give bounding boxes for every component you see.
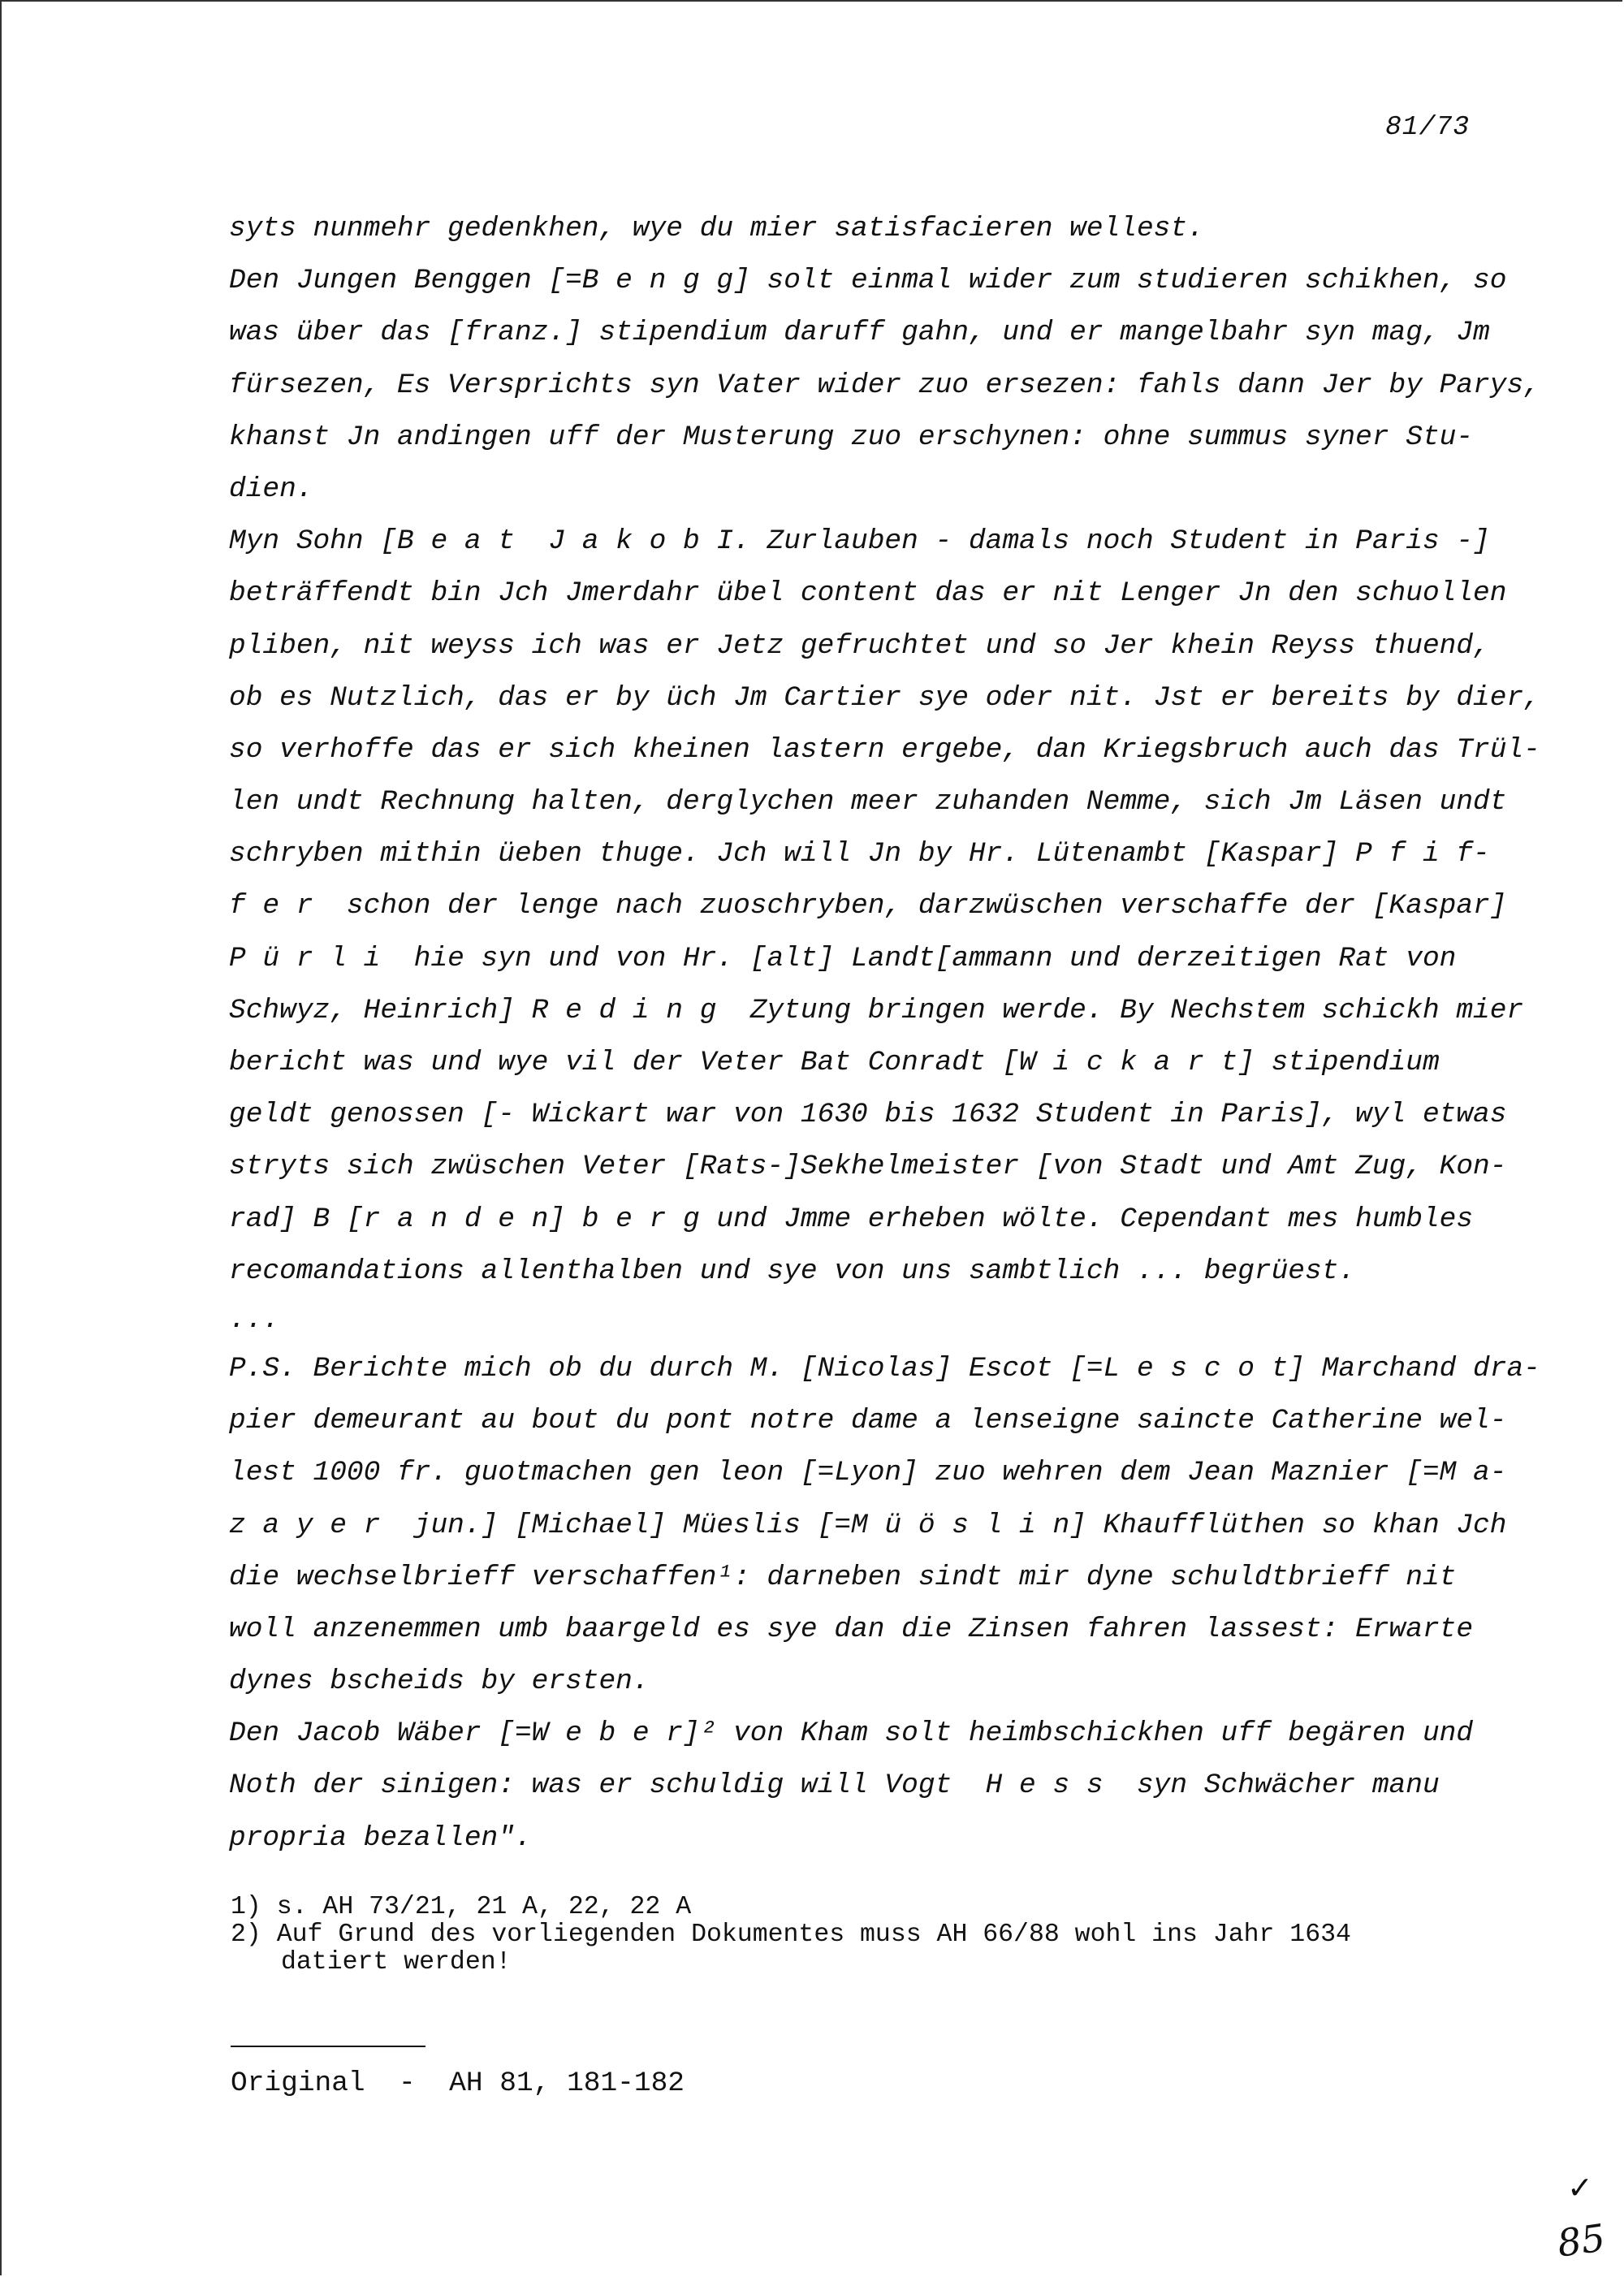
text-line: so verhoffe das er sich kheinen lastern ergebe, dan Kriegsbruch auch das Trül- [229, 733, 1540, 766]
handwritten-page-number: 85 [1554, 2215, 1609, 2266]
text-line: lest 1000 fr. guotmachen gen leon [=Lyon] zuo wehren dem Jean Maznier [=M a- [229, 1457, 1507, 1489]
text-line: recomandations allenthalben und sye von uns sambtlich ... begrüest. [229, 1255, 1356, 1287]
footnote-2: 2) Auf Grund des vorliegenden Dokumentes muss AH 66/88 wohl ins Jahr 1634 [231, 1921, 1351, 1949]
text-line: schryben mithin üeben thuge. Jch will Jn by Hr. Lütenambt [Kaspar] P f i f- [229, 838, 1490, 871]
text-line: P ü r l i hie syn und von Hr. [alt] Landt[ammann und derzeitigen Rat von [229, 942, 1457, 974]
text-line: woll anzenemmen umb baargeld es sye dan die Zinsen fahren lassest: Erwarte [229, 1613, 1474, 1645]
text-line: Myn Sohn [B e a t J a k o b I. Zurlauben - damals noch Student in Paris -] [229, 525, 1490, 558]
text-line: z a y e r jun.] [Michael] Müeslis [=M ü ö s l i n] Khaufflüthen so khan Jch [229, 1509, 1507, 1541]
text-line: dynes bscheids by ersten. [229, 1666, 650, 1698]
text-line: Den Jungen Benggen [=B e n g g] solt einmal wider zum studieren schikhen, so [229, 265, 1507, 297]
text-line: syts nunmehr gedenkhen, wye du mier satisfacieren wellest. [229, 213, 1204, 244]
text-line: Den Jacob Wäber [=W e b e r]² von Kham solt heimbschickhen uff begären und [229, 1717, 1474, 1750]
text-line: f e r schon der lenge nach zuoschryben, darzwüschen verschaffe der [Kaspar] [229, 890, 1507, 922]
text-line: die wechselbrieff verschaffen¹: darneben sindt mir dyne schuldtbrieff nit [229, 1561, 1457, 1593]
page-number: 81/73 [1385, 112, 1471, 142]
text-line: propria bezallen". [229, 1821, 532, 1854]
ellipsis-line: ... [229, 1303, 280, 1336]
text-line: len undt Rechnung halten, derglychen meer zuhanden Nemme, sich Jm Läsen undt [229, 786, 1507, 819]
separator-rule [231, 2046, 425, 2047]
footnote-2-continuation: datiert werden! [281, 1948, 512, 1977]
original-reference: Original - AH 81, 181-182 [231, 2067, 685, 2099]
footnotes [231, 1894, 1351, 1977]
text-line: Schwyz, Heinrich] R e d i n g Zytung bringen werde. By Nechstem schickh mier [229, 994, 1524, 1026]
footnote-1: 1) s. AH 73/21, 21 A, 22, 22 A [231, 1893, 692, 1921]
text-line: stryts sich zwüschen Veter [Rats-]Sekhelmeister [von Stadt und Amt Zug, Kon- [229, 1151, 1507, 1183]
text-line: P.S. Berichte mich ob du durch M. [Nicolas] Escot [=L e s c o t] Marchand dra- [229, 1352, 1540, 1385]
text-line: ob es Nutzlich, das er by üch Jm Cartier sye oder nit. Jst er bereits by dier, [229, 681, 1540, 714]
text-line: was über das [franz.] stipendium daruff gahn, und er mangelbahr syn mag, Jm [229, 317, 1490, 349]
text-line: pliben, nit weyss ich was er Jetz gefruchtet und so Jer khein Reyss thuend, [229, 629, 1490, 662]
text-line: beträffendt bin Jch Jmerdahr übel content das er nit Lenger Jn den schuollen [229, 577, 1507, 610]
text-line: fürsezen, Es Versprichts syn Vater wider zuo ersezen: fahls dann Jer by Parys, [229, 369, 1540, 401]
checkmark-icon: ✓ [1567, 2170, 1593, 2206]
document-body [229, 203, 1540, 1864]
text-line: pier demeurant au bout du pont notre dame a lenseigne saincte Catherine wel- [229, 1405, 1507, 1437]
text-line: Noth der sinigen: was er schuldig will Vogt H e s s syn Schwächer manu [229, 1769, 1440, 1802]
text-line: bericht was und wye vil der Veter Bat Conradt [W i c k a r t] stipendium [229, 1047, 1440, 1078]
text-line: khanst Jn andingen uff der Musterung zuo erschynen: ohne summus syner Stu- [229, 421, 1474, 453]
text-line: dien. [229, 473, 313, 505]
text-line: geldt genossen [- Wickart war von 1630 bis 1632 Student in Paris], wyl etwas [229, 1099, 1507, 1131]
text-line: rad] B [r a n d e n] b e r g und Jmme erheben wölte. Cependant mes humbles [229, 1203, 1474, 1235]
